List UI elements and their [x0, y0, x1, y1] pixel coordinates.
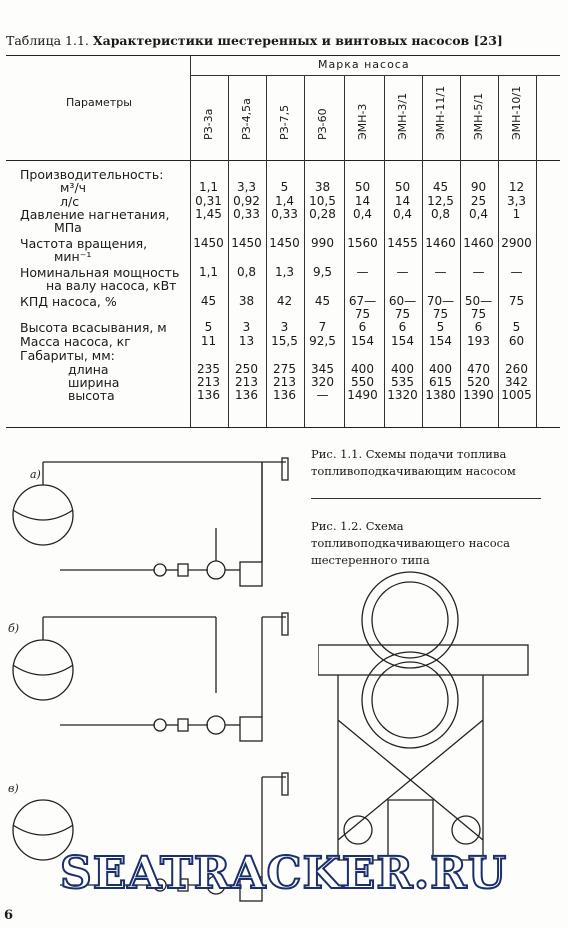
brand-header-3: РЗ-60 — [316, 108, 329, 140]
table-cell: 1450 — [231, 236, 262, 250]
table-cell: 0,28 — [309, 207, 336, 221]
table-cell: 0,4 — [392, 207, 413, 221]
brand-header-8: ЭМН-10/1 — [510, 85, 523, 140]
table-cell: 6 — [398, 320, 407, 334]
label-a: а) — [30, 468, 41, 481]
table-cell: 25 — [470, 194, 487, 208]
table-bottom-rule — [6, 427, 560, 428]
param-label: м³/ч — [60, 180, 87, 195]
param-label: Производительность: — [20, 167, 164, 182]
table-cell: 345 — [311, 362, 334, 376]
table-cell: 615 — [429, 375, 452, 389]
brand-header-rule — [190, 75, 560, 76]
caption-divider — [311, 498, 541, 499]
table-cell: 5 — [204, 320, 213, 334]
table-cell: 50 — [394, 180, 411, 194]
table-cell: 12 — [508, 180, 525, 194]
table-cell: 3 — [242, 320, 251, 334]
table-cell: 9,5 — [312, 265, 333, 279]
table-cell: 520 — [467, 375, 490, 389]
table-cell: 136 — [273, 388, 296, 402]
param-label: Давление нагнетания, — [20, 207, 170, 222]
watermark: SEATRACKER.RU — [60, 848, 508, 899]
table-cell: 213 — [235, 375, 258, 389]
brand-header-4: ЭМН-3 — [356, 103, 369, 140]
table-cell: 67— — [348, 294, 377, 308]
table-cell: 38 — [238, 294, 255, 308]
param-label: Высота всасывания, м — [20, 320, 167, 335]
param-label: МПа — [54, 220, 82, 235]
table-cell: 6 — [358, 320, 367, 334]
table-cell: 1455 — [387, 236, 418, 250]
table-cell: 10,5 — [309, 194, 336, 208]
table-cell: 45 — [314, 294, 331, 308]
table-cell: 136 — [197, 388, 220, 402]
table-cell: 0,31 — [195, 194, 222, 208]
table-cell: 50— — [464, 294, 493, 308]
table-cell: 1460 — [463, 236, 494, 250]
table-cell: 75 — [432, 307, 449, 321]
page-number: 6 — [4, 908, 14, 923]
table-header-rule — [6, 160, 560, 161]
table-cell: 400 — [391, 362, 414, 376]
table-cell: 6 — [474, 320, 483, 334]
table-cell: 3 — [280, 320, 289, 334]
table-cell: 11 — [200, 334, 217, 348]
table-cell: 60 — [508, 334, 525, 348]
table-cell: 1,4 — [274, 194, 295, 208]
table-cell: 3,3 — [236, 180, 257, 194]
table-cell: 1450 — [193, 236, 224, 250]
table-cell: — — [434, 265, 447, 279]
param-label: л/с — [60, 194, 80, 209]
table-cell: 250 — [235, 362, 258, 376]
table-cell: 75 — [394, 307, 411, 321]
table-cell: 5 — [280, 180, 289, 194]
table-cell: 235 — [197, 362, 220, 376]
table-cell: 154 — [429, 334, 452, 348]
param-label: длина — [68, 362, 109, 377]
table-cell: 1320 — [387, 388, 418, 402]
table-cell: 0,92 — [233, 194, 260, 208]
table-cell: 400 — [429, 362, 452, 376]
table-cell: 38 — [314, 180, 331, 194]
table-cell: 1460 — [425, 236, 456, 250]
brand-header-7: ЭМН-5/1 — [472, 92, 485, 140]
table-cell: 14 — [354, 194, 371, 208]
table-cell: 45 — [432, 180, 449, 194]
table-cell: 5 — [512, 320, 521, 334]
table-cell: 75 — [354, 307, 371, 321]
table-cell: 1 — [512, 207, 521, 221]
table-cell: 1560 — [347, 236, 378, 250]
table-cell: 550 — [351, 375, 374, 389]
figure-1-caption: Рис. 1.1. Схемы подачи топлива топливоподкачивающим насосом — [311, 447, 516, 478]
param-label: на валу насоса, кВт — [46, 278, 177, 293]
table-caption-title: Характеристики шестеренных и винтовых насосов [23] — [92, 33, 503, 48]
table-cell: 7 — [318, 320, 327, 334]
label-b: б) — [8, 622, 20, 635]
table-cell: 990 — [311, 236, 334, 250]
table-cell: 45 — [200, 294, 217, 308]
label-v: в) — [8, 782, 19, 795]
table-cell: 0,8 — [430, 207, 451, 221]
table-cell: 90 — [470, 180, 487, 194]
param-label: высота — [68, 388, 115, 403]
scheme-a — [13, 458, 288, 586]
table-cell: 1390 — [463, 388, 494, 402]
table-cell: 75 — [508, 294, 525, 308]
table-cell: — — [316, 388, 329, 402]
table-cell: 213 — [197, 375, 220, 389]
table-cell: 1,1 — [198, 265, 219, 279]
brand-header-0: РЗ-3а — [202, 108, 215, 140]
table-caption — [6, 33, 503, 48]
table-cell: — — [510, 265, 523, 279]
brand-header-5: ЭМН-3/1 — [396, 92, 409, 140]
table-cell: 1380 — [425, 388, 456, 402]
table-cell: 70— — [426, 294, 455, 308]
figure-2-caption: Рис. 1.2. Схема топливоподкачивающего насоса шестеренного типа — [311, 519, 510, 567]
table-cell: 15,5 — [271, 334, 298, 348]
table-cell: 0,33 — [271, 207, 298, 221]
brand-header-1: РЗ-4,5а — [240, 98, 253, 140]
table-cell: 0,8 — [236, 265, 257, 279]
gear-pump-diagram — [318, 560, 548, 890]
table-cell: 60— — [388, 294, 417, 308]
table-cell: 154 — [391, 334, 414, 348]
table-cell: 1,3 — [274, 265, 295, 279]
column-divider — [536, 76, 537, 427]
table-cell: 1,45 — [195, 207, 222, 221]
table-cell: 0,33 — [233, 207, 260, 221]
table-cell: 213 — [273, 375, 296, 389]
table-cell: 136 — [235, 388, 258, 402]
param-label: ширина — [68, 375, 120, 390]
table-cell: 2900 — [501, 236, 532, 250]
table-cell: 400 — [351, 362, 374, 376]
table-cell: 0,4 — [352, 207, 373, 221]
table-cell: — — [356, 265, 369, 279]
table-caption-prefix: Таблица 1.1. — [6, 33, 89, 48]
params-header: Параметры — [66, 96, 132, 109]
brand-header-6: ЭМН-11/1 — [434, 85, 447, 140]
param-label: КПД насоса, % — [20, 294, 117, 309]
table-cell: 320 — [311, 375, 334, 389]
table-cell: 1005 — [501, 388, 532, 402]
table-top-rule — [6, 55, 560, 56]
brand-header: Марка насоса — [318, 58, 410, 71]
table-cell: 260 — [505, 362, 528, 376]
table-cell: 5 — [436, 320, 445, 334]
param-label: мин⁻¹ — [54, 249, 92, 264]
table-cell: 275 — [273, 362, 296, 376]
brand-header-2: РЗ-7,5 — [278, 104, 291, 140]
table-cell: — — [472, 265, 485, 279]
param-label: Габариты, мм: — [20, 348, 115, 363]
table-cell: 342 — [505, 375, 528, 389]
table-cell: 1490 — [347, 388, 378, 402]
table-cell: 0,4 — [468, 207, 489, 221]
param-label: Номинальная мощность — [20, 265, 180, 280]
table-cell: 42 — [276, 294, 293, 308]
table-cell: — — [396, 265, 409, 279]
table-cell: 470 — [467, 362, 490, 376]
fuel-supply-schemes — [0, 440, 300, 910]
scheme-b — [13, 613, 288, 741]
table-cell: 1,1 — [198, 180, 219, 194]
table-cell: 3,3 — [506, 194, 527, 208]
table-cell: 12,5 — [427, 194, 454, 208]
param-label: Частота вращения, — [20, 236, 148, 251]
table-cell: 154 — [351, 334, 374, 348]
table-cell: 14 — [394, 194, 411, 208]
table-cell: 535 — [391, 375, 414, 389]
table-cell: 75 — [470, 307, 487, 321]
table-cell: 13 — [238, 334, 255, 348]
table-cell: 50 — [354, 180, 371, 194]
table-cell: 92,5 — [309, 334, 336, 348]
table-cell: 1450 — [269, 236, 300, 250]
param-label: Масса насоса, кг — [20, 334, 131, 349]
table-cell: 193 — [467, 334, 490, 348]
